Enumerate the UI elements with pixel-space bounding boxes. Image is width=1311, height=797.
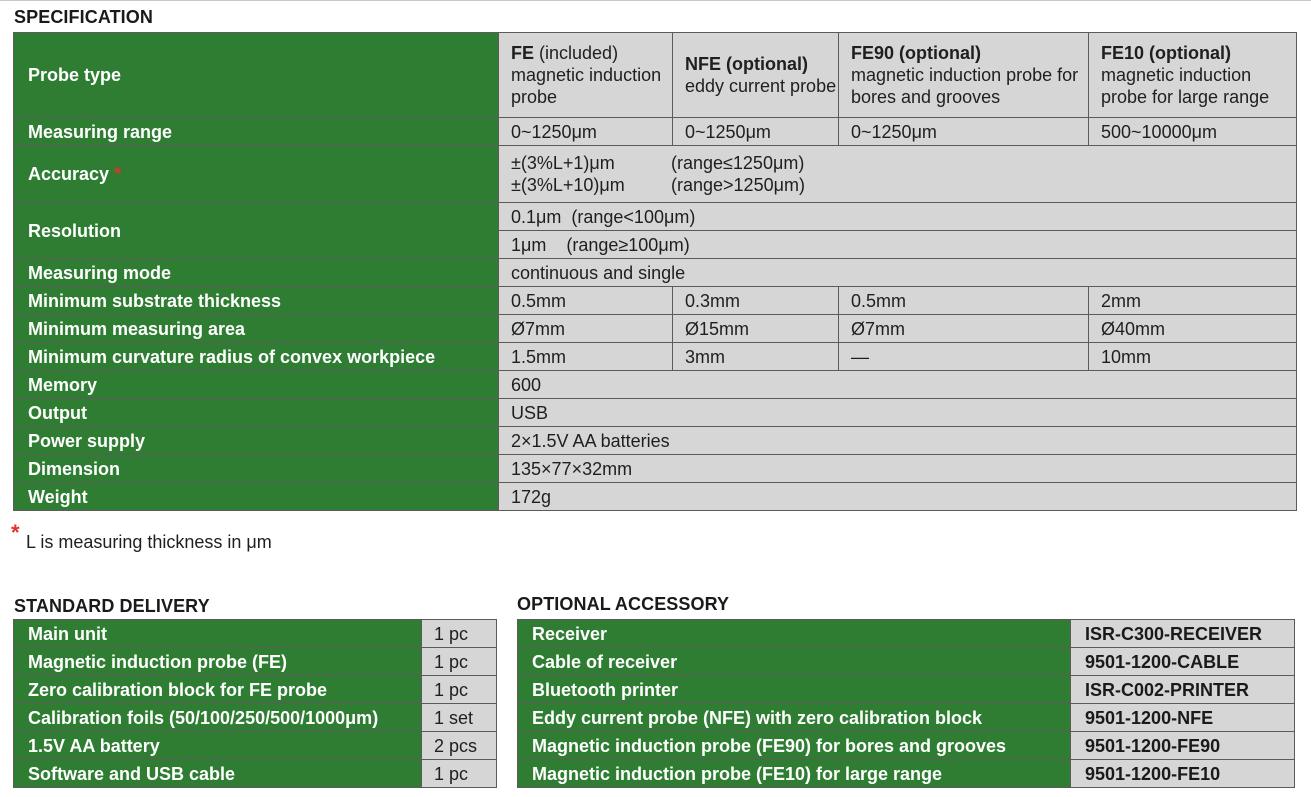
accessory-code: 9501-1200-FE10 bbox=[1071, 760, 1295, 788]
accessory-name: Eddy current probe (NFE) with zero calibration block bbox=[518, 704, 1071, 732]
table-row bbox=[14, 676, 497, 704]
item-name: Zero calibration block for FE probe bbox=[14, 676, 422, 704]
measuring-mode-row bbox=[14, 259, 1297, 287]
resolution-line-1: 0.1μm (range<100μm) bbox=[499, 203, 1297, 231]
dimension-row bbox=[14, 455, 1297, 483]
cell-value: 2×1.5V AA batteries bbox=[499, 427, 1297, 455]
cell-value: 172g bbox=[499, 483, 1297, 511]
cell-value: 0~1250μm bbox=[499, 118, 673, 146]
item-qty: 1 pc bbox=[422, 760, 497, 788]
row-label: Memory bbox=[14, 371, 499, 399]
cell-value: Ø15mm bbox=[673, 315, 839, 343]
row-label: Minimum curvature radius of convex workpiece bbox=[14, 343, 499, 371]
row-label: Accuracy bbox=[28, 164, 110, 184]
accuracy-value-cell bbox=[499, 146, 1297, 203]
accuracy-row bbox=[14, 146, 1297, 203]
item-qty: 1 set bbox=[422, 704, 497, 732]
table-row bbox=[14, 648, 497, 676]
cell-value: 10mm bbox=[1089, 343, 1297, 371]
cell-value: — bbox=[839, 343, 1089, 371]
accessory-name: Receiver bbox=[518, 620, 1071, 648]
standard-delivery-heading: STANDARD DELIVERY bbox=[14, 596, 210, 616]
power-row bbox=[14, 427, 1297, 455]
accessory-name: Magnetic induction probe (FE90) for bores and grooves bbox=[518, 732, 1071, 760]
item-name: 1.5V AA battery bbox=[14, 732, 422, 760]
cell-value: Ø7mm bbox=[499, 315, 673, 343]
probe-desc: magnetic induction probe for bores and grooves bbox=[851, 65, 1079, 107]
accuracy-line-1: ±(3%L+1)μm bbox=[511, 153, 615, 173]
accessory-code: 9501-1200-NFE bbox=[1071, 704, 1295, 732]
cell-value: 0.5mm bbox=[839, 287, 1089, 315]
footnote-text: L is measuring thickness in μm bbox=[26, 532, 272, 552]
memory-row bbox=[14, 371, 1297, 399]
specification-table bbox=[13, 32, 1297, 511]
item-name: Software and USB cable bbox=[14, 760, 422, 788]
table-row bbox=[518, 648, 1295, 676]
measuring-range-row bbox=[14, 118, 1297, 146]
probe-type-label: Probe type bbox=[14, 33, 499, 118]
probe-desc: magnetic induction probe bbox=[511, 65, 662, 107]
accessory-code: ISR-C300-RECEIVER bbox=[1071, 620, 1295, 648]
table-row bbox=[14, 704, 497, 732]
cell-value: Ø7mm bbox=[839, 315, 1089, 343]
resolution-line-2: 1μm (range≥100μm) bbox=[499, 231, 1297, 259]
cell-value: 0.5mm bbox=[499, 287, 673, 315]
accessory-name: Cable of receiver bbox=[518, 648, 1071, 676]
probe-fe10-cell bbox=[1089, 33, 1297, 118]
accessory-name: Bluetooth printer bbox=[518, 676, 1071, 704]
row-label: Weight bbox=[14, 483, 499, 511]
table-row bbox=[518, 760, 1295, 788]
table-row bbox=[518, 676, 1295, 704]
probe-name: FE90 (optional) bbox=[851, 43, 981, 63]
output-row bbox=[14, 399, 1297, 427]
table-row bbox=[14, 620, 497, 648]
cell-value: 600 bbox=[499, 371, 1297, 399]
row-label: Minimum substrate thickness bbox=[14, 287, 499, 315]
row-label: Dimension bbox=[14, 455, 499, 483]
item-qty: 1 pc bbox=[422, 620, 497, 648]
item-qty: 2 pcs bbox=[422, 732, 497, 760]
table-row bbox=[14, 732, 497, 760]
accessory-code: ISR-C002-PRINTER bbox=[1071, 676, 1295, 704]
probe-nfe-cell bbox=[673, 33, 839, 118]
standard-delivery-table bbox=[13, 619, 497, 788]
resolution-row bbox=[14, 203, 1297, 231]
cell-value: 500~10000μm bbox=[1089, 118, 1297, 146]
probe-type-row bbox=[14, 33, 1297, 118]
probe-name: NFE (optional) bbox=[685, 54, 808, 74]
cell-value: 0~1250μm bbox=[673, 118, 839, 146]
accessory-code: 9501-1200-FE90 bbox=[1071, 732, 1295, 760]
cell-value: Ø40mm bbox=[1089, 315, 1297, 343]
accuracy-condition-1: (range≤1250μm) bbox=[671, 153, 805, 173]
accuracy-label-cell bbox=[14, 146, 499, 203]
cell-value: 0~1250μm bbox=[839, 118, 1089, 146]
row-label: Power supply bbox=[14, 427, 499, 455]
probe-name: FE10 (optional) bbox=[1101, 43, 1231, 63]
specification-heading: SPECIFICATION bbox=[14, 7, 153, 27]
probe-fe-cell bbox=[499, 33, 673, 118]
probe-desc: magnetic induction probe for large range bbox=[1101, 65, 1270, 107]
row-label: Resolution bbox=[14, 203, 499, 259]
optional-accessory-heading: OPTIONAL ACCESSORY bbox=[517, 594, 730, 614]
footnote-asterisk: * bbox=[11, 520, 20, 545]
asterisk-mark: * bbox=[114, 164, 122, 184]
probe-name: FE bbox=[511, 43, 535, 63]
accuracy-condition-2: (range>1250μm) bbox=[671, 175, 805, 195]
accessory-name: Magnetic induction probe (FE10) for large range bbox=[518, 760, 1071, 788]
cell-value: continuous and single bbox=[499, 259, 1297, 287]
row-label: Minimum measuring area bbox=[14, 315, 499, 343]
table-row bbox=[518, 704, 1295, 732]
top-rule bbox=[0, 0, 1311, 1]
cell-value: 3mm bbox=[673, 343, 839, 371]
cell-value: 2mm bbox=[1089, 287, 1297, 315]
table-row bbox=[518, 732, 1295, 760]
table-row bbox=[518, 620, 1295, 648]
row-label: Measuring mode bbox=[14, 259, 499, 287]
row-label: Measuring range bbox=[14, 118, 499, 146]
probe-tag: (included) bbox=[534, 43, 619, 63]
cell-value: 0.3mm bbox=[673, 287, 839, 315]
cell-value: 135×77×32mm bbox=[499, 455, 1297, 483]
cell-value: USB bbox=[499, 399, 1297, 427]
probe-desc: eddy current probe bbox=[685, 76, 837, 96]
item-qty: 1 pc bbox=[422, 676, 497, 704]
accessory-code: 9501-1200-CABLE bbox=[1071, 648, 1295, 676]
cell-value: 1.5mm bbox=[499, 343, 673, 371]
item-name: Calibration foils (50/100/250/500/1000μm) bbox=[14, 704, 422, 732]
probe-fe90-cell bbox=[839, 33, 1089, 118]
optional-accessory-table bbox=[517, 619, 1295, 788]
item-qty: 1 pc bbox=[422, 648, 497, 676]
table-row bbox=[14, 760, 497, 788]
item-name: Magnetic induction probe (FE) bbox=[14, 648, 422, 676]
row-label: Output bbox=[14, 399, 499, 427]
item-name: Main unit bbox=[14, 620, 422, 648]
min-area-row bbox=[14, 315, 1297, 343]
weight-row bbox=[14, 483, 1297, 511]
min-substrate-row bbox=[14, 287, 1297, 315]
accuracy-line-2: ±(3%L+10)μm bbox=[511, 175, 625, 195]
min-curvature-row bbox=[14, 343, 1297, 371]
